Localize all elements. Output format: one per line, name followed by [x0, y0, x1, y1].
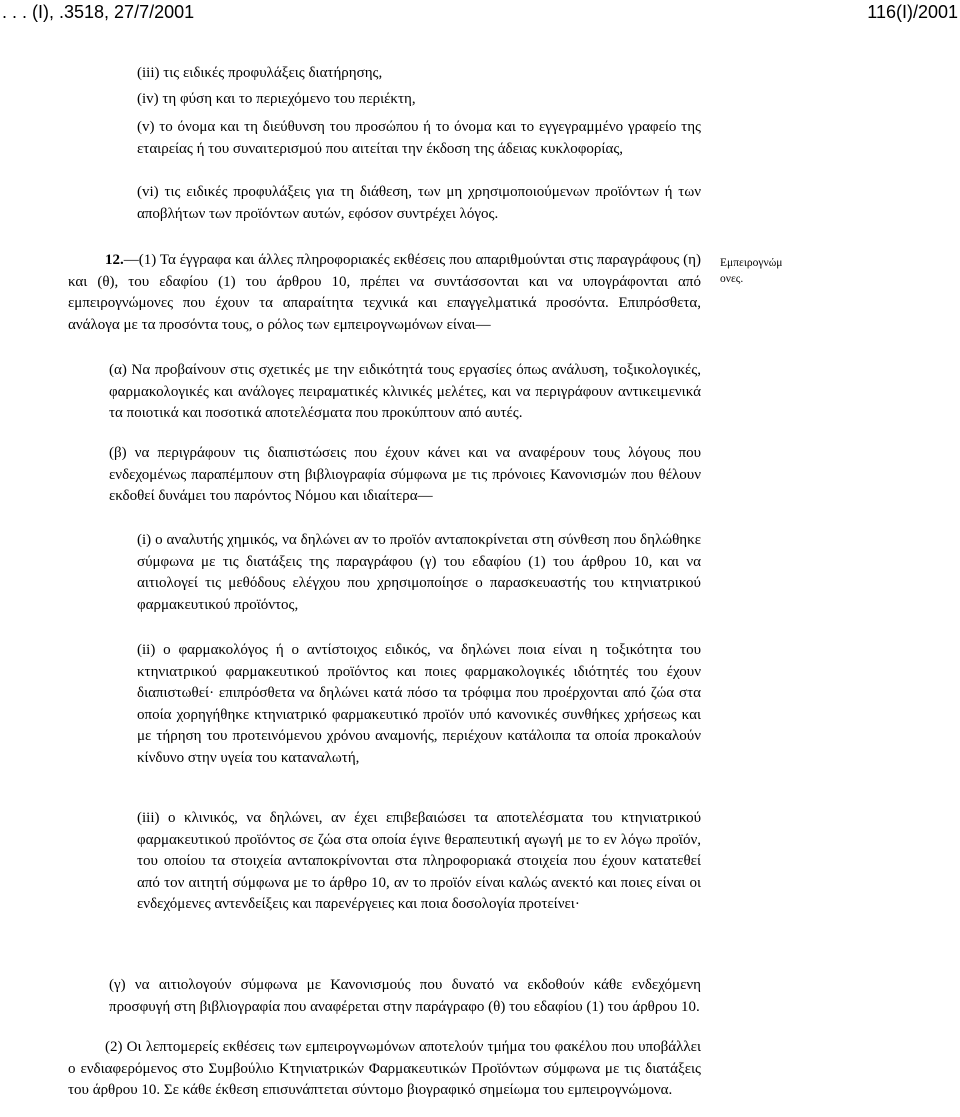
- list-item-vi: (vi) τις ειδικές προφυλάξεις για τη διάθεση, των μη χρησιμοποιούμενων προϊόντων ή των αποβλήτων των προϊόντων αυτών, εφόσον συντρέχει λόγος.: [137, 184, 701, 222]
- section-12-paragraph-1: [68, 250, 701, 336]
- item-a: (α) Να προβαίνουν στις σχετικές με την ειδικότητά τους εργασίες όπως ανάλυση, τοξικολογικές, φαρμακολογικές και ανάλογες πειραματικές κλινικές μελέτες, και να περιγράφουν αντικειμενικά τα ποιοτικά και ποσοτικά αποτελέσματα που προκύπτουν από αυτές.: [109, 362, 701, 421]
- sub-item-iii: (iii) ο κλινικός, να δηλώνει, αν έχει επιβεβαιώσει τα αποτελέσματα του κτηνιατρικού φαρμακευτικού προϊόντος σε ζώα στα οποία έγινε θεραπευτική αγωγή με το εν λόγω προϊόν, του οποίου τα στοιχεία ανταποκρίνονται στα πληροφοριακά στοιχεία που έχουν κατατεθεί από τον αιτητή σύμφωνα με το άρθρο 10, αν το προϊόν είναι καλώς ανεκτό και ποιες είναι οι ενδεχόμενες αντενδείξεις και παρενέργειες και ποια δοσολογία προτείνει·: [137, 810, 701, 912]
- item-c: (γ) να αιτιολογούν σύμφωνα με Κανονισμούς που δυνατό να εκδοθούν κάθε ενδεχόμενη προσφυγή στη βιβλιογραφία που αναφέρεται στην παράγραφο (θ) του εδαφίου (1) του άρθρου 10.: [109, 977, 701, 1015]
- sub-item-i: (i) ο αναλυτής χημικός, να δηλώνει αν το προϊόν ανταποκρίνεται στη σύνθεση που δηλώθηκε σύμφωνα με τις διατάξεις της παραγράφου (γ) του εδαφίου (1) του άρθρου 10, και να αιτιολογεί τις μεθόδους ελέγχου που χρησιμοποίησε ο παρασκευαστής του κτηνιατρικού φαρμακευτικού προϊόντος,: [137, 532, 701, 613]
- paragraph-2: (2) Οι λεπτομερείς εκθέσεις των εμπειρογνωμόνων αποτελούν τμήμα του φακέλου που υποβάλλει ο ενδιαφερόμενος στο Συμβούλιο Κτηνιατρικών Φαρμακευτικών Προϊόντων σύμφωνα με τις διατάξεις του άρθρου 10. Σε κάθε έκθεση επισυνάπτεται σύντομο βιογραφικό σημείωμα του εμπειρογνώμονα.: [68, 1039, 701, 1098]
- page-header-left: . . . (Ι), .3518, 27/7/2001: [2, 2, 195, 22]
- list-item-iv: (iv) τη φύση και το περιεχόμενο του περιέκτη,: [137, 91, 416, 107]
- item-b: (β) να περιγράφουν τις διαπιστώσεις που έχουν κάνει και να αναφέρουν τους λόγους που ενδεχομένως παραπέμπουν στη βιβλιογραφία σύμφωνα με τις πρόνοιες Κανονισμών που θέλουν εκδοθεί δυνάμει του παρόντος Νόμου και ιδιαίτερα—: [109, 445, 701, 504]
- list-item-v: (v) το όνομα και τη διεύθυνση του προσώπου ή το όνομα και το εγγεγραμμένο γραφείο της εταιρείας ή του συναιτερισμού που αιτείται την έκδοση της άδειας κυκλοφορίας,: [137, 119, 701, 157]
- section-12-text: —(1) Τα έγγραφα και άλλες πληροφοριακές εκθέσεις που απαριθμούνται στις παραγράφους (η) και (θ), του εδαφίου (1) του άρθρου 10, πρέπει να συντάσσονται και να υπογράφονται από εμπειρογνώμονες που έχουν τα απαραίτητα τεχνικά και επαγγελματικά προσόντα. Επιπρόσθετα, ανάλογα με τα προσόντα τους, ο ρόλος των εμπειρογνωμόνων είναι—: [68, 252, 701, 333]
- section-number: 12.: [105, 252, 124, 268]
- list-item-iii: (iii) τις ειδικές προφυλάξεις διατήρησης,: [137, 65, 383, 81]
- sub-item-ii: (ii) ο φαρμακολόγος ή ο αντίστοιχος ειδικός, να δηλώνει ποια είναι η τοξικότητα του κτηνιατρικού φαρμακευτικού προϊόντος και ποιες φαρμακολογικές ιδιότητές του έχουν διαπιστωθεί· επιπρόσθετα να δηλώνει κατά πόσο τα τρόφιμα που προέρχονται από ζώα στα οποία χορηγήθηκε κτηνιατρικό φαρμακευτικό προϊόν υπό κανονικές συνθήκες χρήσεως και με τήρηση του προτεινόμενου χρόνου αναμονής, περιέχουν κατάλοιπα τα οποία προκαλούν κίνδυνο στην υγεία του καταναλωτή,: [137, 642, 701, 766]
- margin-note: Εμπειρογνώμ ονες.: [720, 257, 783, 285]
- page-header-right: 116(Ι)/2001: [867, 2, 958, 22]
